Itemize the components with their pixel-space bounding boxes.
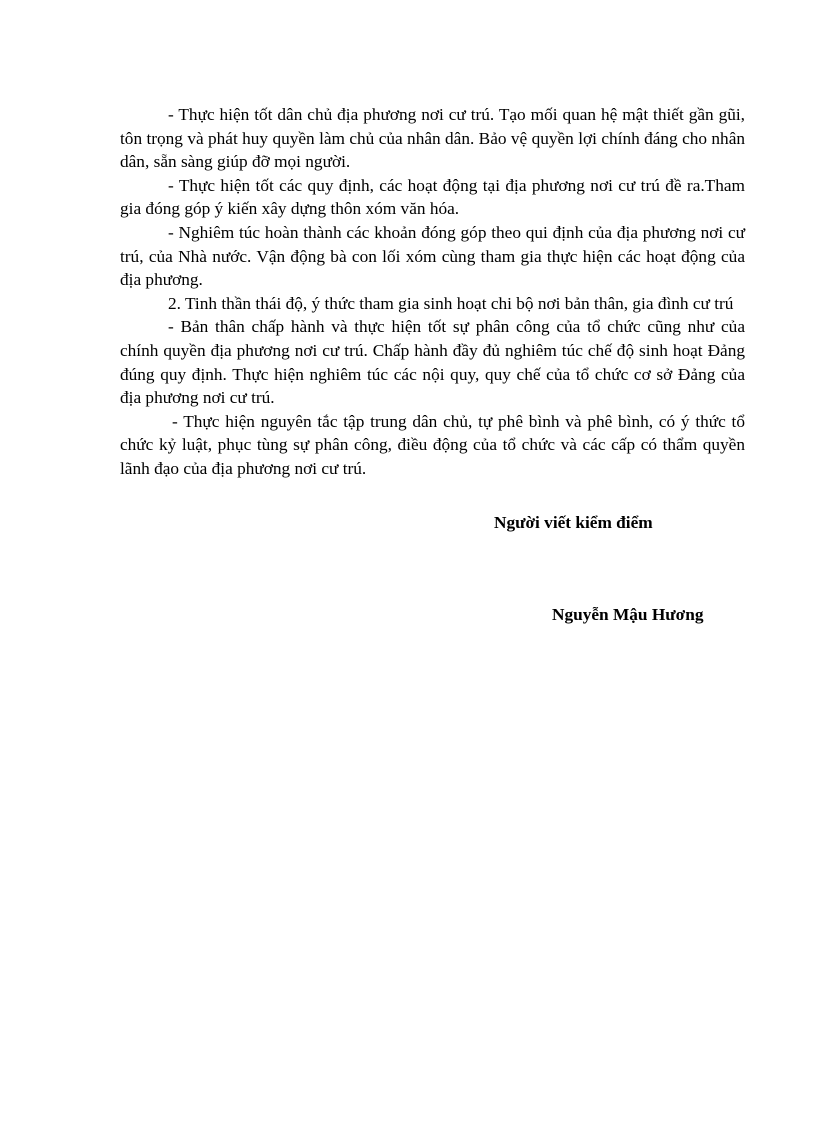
document-body bbox=[120, 103, 745, 481]
signature-name: Nguyễn Mậu Hương bbox=[552, 605, 704, 624]
paragraph-local-regulations: - Thực hiện tốt các quy định, các hoạt động tại địa phương nơi cư trú đề ra.Tham gia đóng góp ý kiến xây dựng thôn xóm văn hóa. bbox=[120, 175, 745, 219]
section-heading-party-cell: 2. Tinh thần thái độ, ý thức tham gia sinh hoạt chi bộ nơi bản thân, gia đình cư trú bbox=[168, 293, 734, 313]
paragraph-local-democracy: - Thực hiện tốt dân chủ địa phương nơi cư trú. Tạo mối quan hệ mật thiết gần gũi, tôn trọng và phát huy quyền làm chủ của nhân dân. Bảo vệ quyền lợi chính đáng cho nhân dân, sẵn sàng giúp đỡ mọi người. bbox=[120, 105, 745, 172]
paragraph-democratic-centralism: - Thực hiện nguyên tắc tập trung dân chủ, tự phê bình và phê bình, có ý thức tổ chức kỷ luật, phục tùng sự phân công, điều động của tổ chức và các cấp có thẩm quyền lãnh đạo của địa phương nơi cư trú. bbox=[120, 411, 745, 478]
paragraph-contributions: - Nghiêm túc hoàn thành các khoản đóng góp theo qui định của địa phương nơi cư trú, của Nhà nước. Vận động bà con lối xóm cùng tham gia thực hiện các hoạt động của địa phương. bbox=[120, 222, 745, 290]
paragraph-compliance: - Bản thân chấp hành và thực hiện tốt sự phân công của tổ chức cũng như của chính quyền địa phương nơi cư trú. Chấp hành đầy đủ nghiêm túc chế độ sinh hoạt Đảng đúng quy định. Thực hiện nghiêm túc các nội quy, quy chế của tổ chức cơ sở Đảng của địa phương nơi cư trú. bbox=[120, 317, 745, 408]
signature-title: Người viết kiểm điểm bbox=[494, 513, 653, 532]
